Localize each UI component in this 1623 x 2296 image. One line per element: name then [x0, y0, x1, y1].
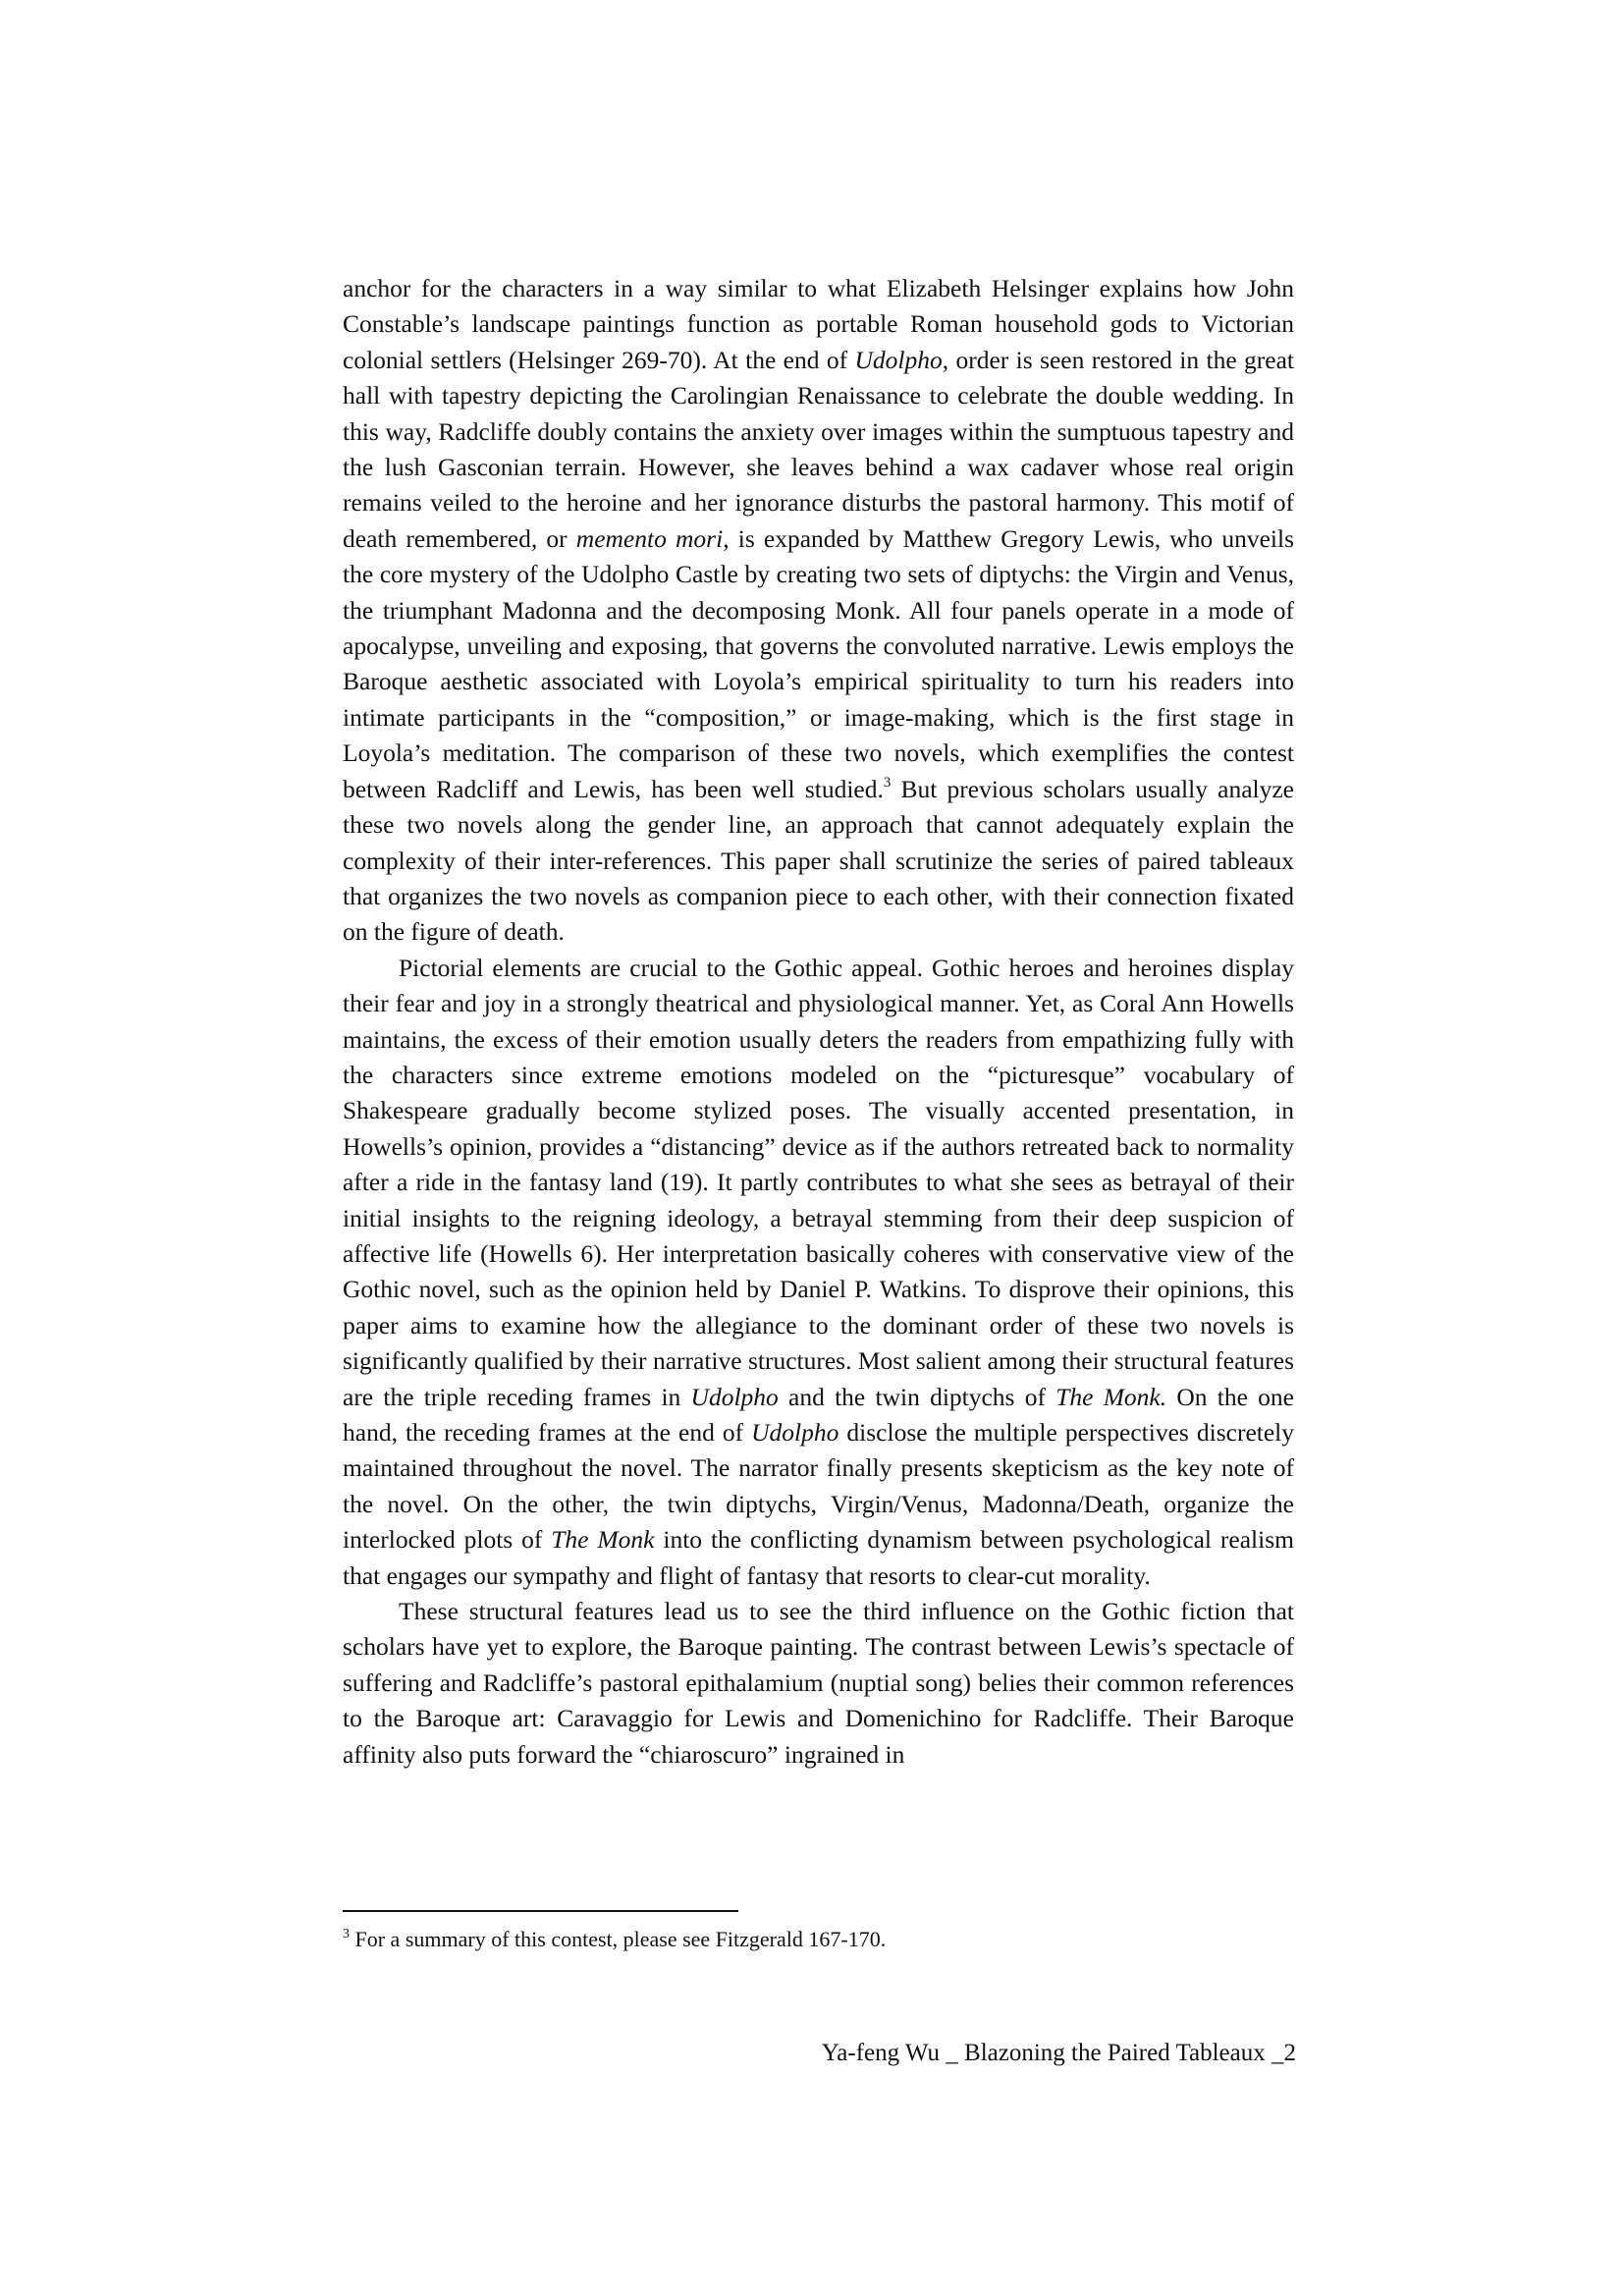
- run: , is expanded by Matthew Gregory Lewis, who unveils the core mystery of the Udolpho Castle by creating two sets of diptychs: the Virgin and Venus, the triumphant Madonna and the decomposing Monk. All four panels operate in a mode of apocalypse, unveiling and exposing, that governs the convoluted narrative. Lewis employs the Baroque aesthetic associated with Loyola’s empirical spirituality to turn his readers into intimate participants in the “composition,” or image-making, which is the first stage in Loyola’s meditation. The comparison of these two novels, which exemplifies the contest between Radcliff and Lewis, has been well studied.: [343, 523, 1295, 803]
- footnote-3: [343, 1925, 1294, 1954]
- body-paragraph-2: [343, 951, 1294, 1594]
- italic-term-memento-mori: memento mori: [575, 523, 724, 553]
- footnote-text: For a summary of this contest, please see Fitzgerald 167-170.: [350, 1927, 887, 1951]
- italic-title-udolpho: Udolpho: [751, 1418, 839, 1447]
- italic-title-the-monk: The Monk.: [1055, 1382, 1167, 1411]
- run: into the conflicting dynamism between psychological realism that engages our sympathy and flight of fantasy that resorts to clear-cut morality.: [343, 1525, 1294, 1590]
- run: disclose the multiple perspectives discretely maintained throughout the novel. The narrator finally presents skepticism as the key note of the novel. On the other, the twin diptychs, Virgin/Venus, Madonna/Death, organize the interlocked plots of: [343, 1418, 1295, 1555]
- footnote-reference[interactable]: 3: [883, 774, 892, 791]
- footnote-marker: 3: [343, 1927, 350, 1941]
- body-paragraph-3: [343, 1594, 1294, 1773]
- run: On the one hand, the receding frames at the end of: [343, 1382, 1295, 1447]
- italic-title-udolpho: Udolpho: [690, 1382, 779, 1411]
- run: anchor for the characters in a way similar to what Elizabeth Helsinger explains how John Constable’s landscape paintings function as portable Roman household gods to Victorian colonial settlers (Helsinger 269-70). At the end of: [343, 274, 1294, 374]
- body-paragraph-1: [343, 271, 1294, 951]
- running-footer: Ya-feng Wu _ Blazoning the Paired Tableaux _2: [821, 2040, 1296, 2066]
- run: Pictorial elements are crucial to the Gothic appeal. Gothic heroes and heroines display their fear and joy in a strongly theatrical and physiological manner. Yet, as Coral Ann Howells maintains, the excess of their emotion usually deters the readers from empathizing fully with the characters since extreme emotions modeled on the “picturesque” vocabulary of Shakespeare gradually become stylized poses. The visually accented presentation, in Howells’s opinion, provides a “distancing” device as if the authors retreated back to normality after a ride in the fantasy land (19). It partly contributes to what she sees as betrayal of their initial insights to the reigning ideology, a betrayal stemming from their deep suspicion of affective life (Howells 6). Her interpretation basically coheres with conservative view of the Gothic novel, such as the opinion held by Daniel P. Watkins. To disprove their opinions, this paper aims to examine how the allegiance to the dominant order of these two novels is significantly qualified by their narrative structures. Most salient among their structural features are the triple receding frames in: [343, 953, 1294, 1411]
- page-body: [343, 271, 1294, 1773]
- footnote-separator: [343, 1910, 738, 1912]
- italic-title-the-monk: The Monk: [551, 1525, 655, 1555]
- run: These structural features lead us to see the third influence on the Gothic fiction that scholars have yet to explore, the Baroque painting. The contrast between Lewis’s spectacle of suffering and Radcliffe’s pastoral epithalamium (nuptial song) belies their common references to the Baroque art: Caravaggio for Lewis and Domenichino for Radcliffe. Their Baroque affinity also puts forward the “chiaroscuro” ingrained in: [343, 1597, 1294, 1769]
- italic-title-udolpho: Udolpho: [854, 345, 943, 374]
- run: But previous scholars usually analyze these two novels along the gender line, an approach that cannot adequately explain the complexity of their inter-references. This paper shall scrutinize the series of paired tableaux that organizes the two novels as companion piece to each other, with their connection fixated on the figure of death.: [343, 774, 1294, 947]
- run: and the twin diptychs of: [778, 1382, 1056, 1411]
- run: , order is seen restored in the great hall with tapestry depicting the Carolingian Renaissance to celebrate the double wedding. In this way, Radcliffe doubly contains the anxiety over images within the sumptuous tapestry and the lush Gasconian terrain. However, she leaves behind a wax cadaver whose real origin remains veiled to the heroine and her ignorance disturbs the pastoral harmony. This motif of death remembered, or: [343, 345, 1294, 553]
